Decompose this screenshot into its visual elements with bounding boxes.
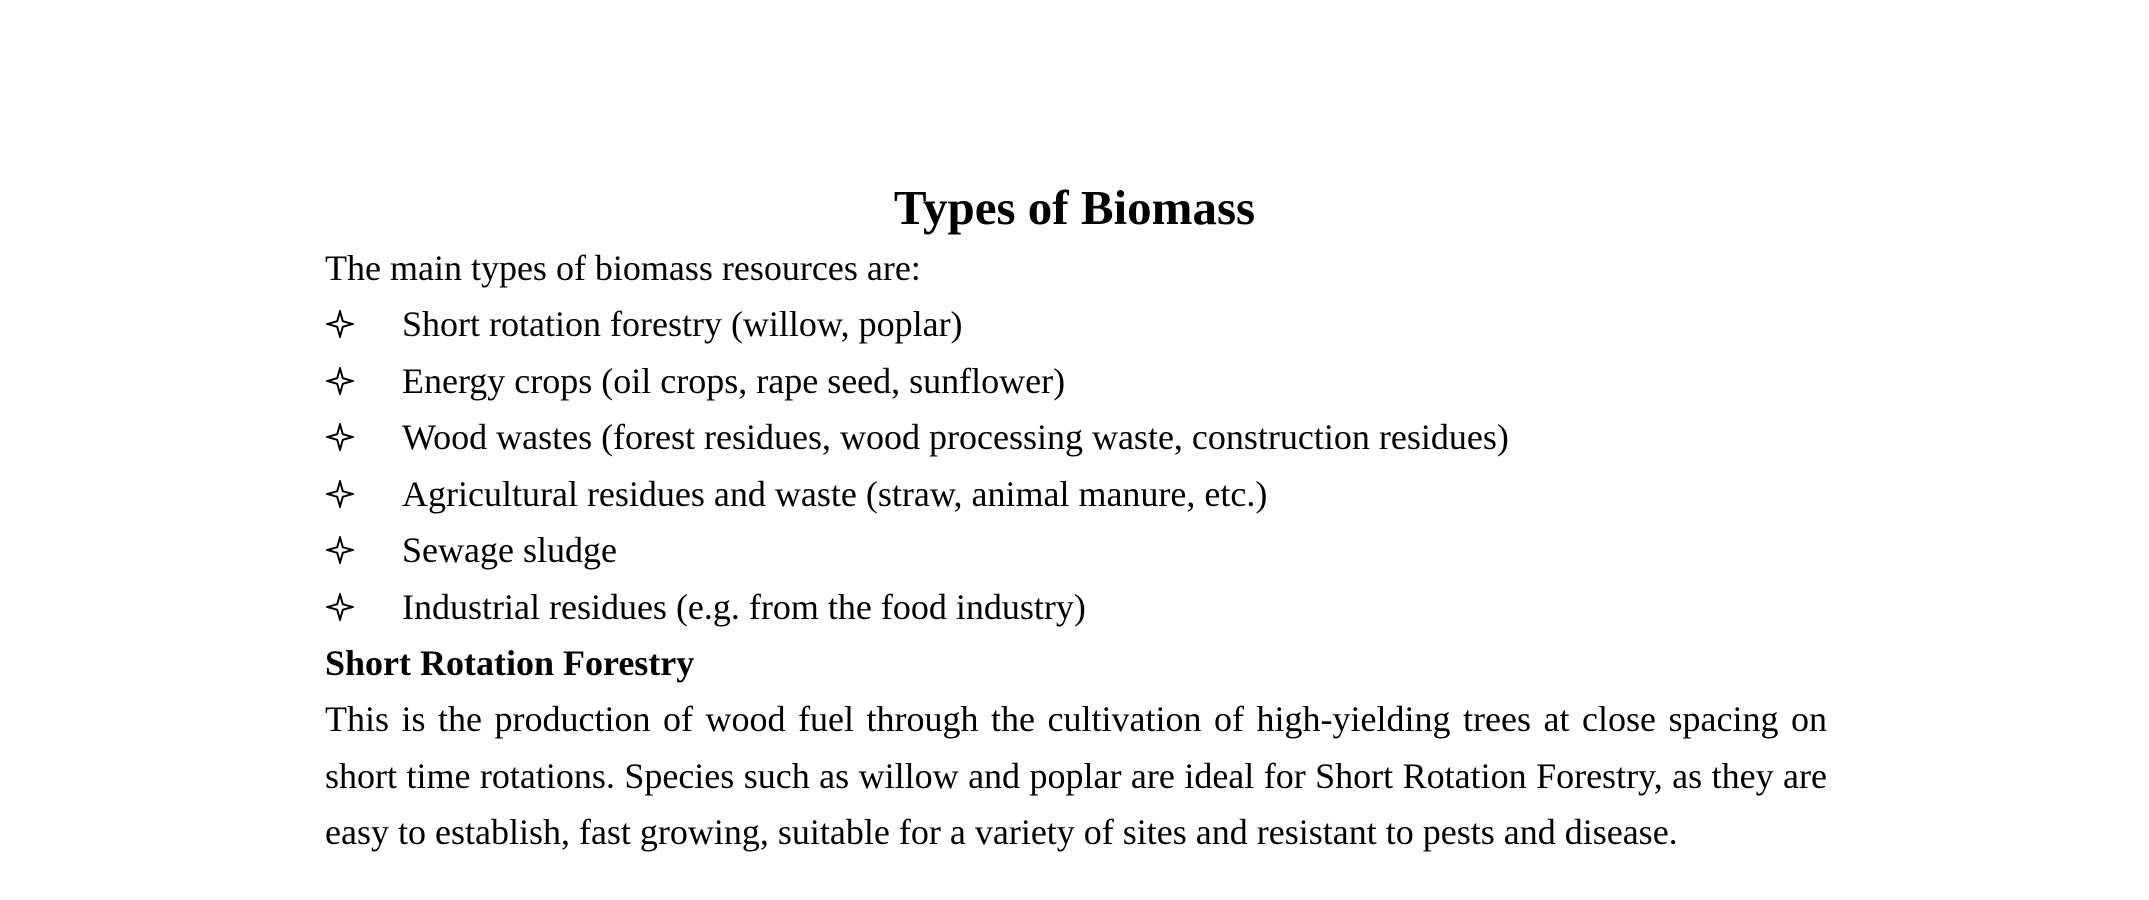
list-item-text: Sewage sludge: [402, 530, 617, 570]
intro-text: The main types of biomass resources are:: [325, 248, 921, 288]
four-point-star-outline-icon: [325, 353, 355, 410]
list-item-text: Short rotation forestry (willow, poplar): [402, 304, 963, 344]
section-paragraph: This is the production of wood fuel through the cultivation of high-yielding trees at close spacing on short time rotations. Species such as willow and poplar are ideal for Short Rotation Forestry, as they are easy to establish, fast growing, suitable for a variety of sites and resistant to pests and disease.: [325, 699, 1827, 852]
list-item: [325, 353, 1827, 410]
list-item-text: Agricultural residues and waste (straw, animal manure, etc.): [402, 473, 1268, 514]
list-item: [325, 296, 1827, 353]
list-item: [325, 409, 1827, 466]
four-point-star-outline-icon: [325, 296, 355, 353]
four-point-star-outline-icon: [325, 522, 355, 579]
four-point-star-outline-icon: [325, 409, 355, 466]
document-body: [325, 240, 1827, 861]
biomass-types-list: [325, 296, 1827, 635]
list-item-text: Wood wastes (forest residues, wood processing waste, construction residues): [402, 417, 1509, 457]
four-point-star-outline-icon: [325, 579, 355, 636]
list-item: [325, 522, 1827, 579]
list-item: [325, 466, 1827, 523]
section-heading: Short Rotation Forestry: [325, 643, 695, 683]
list-item-text: Energy crops (oil crops, rape seed, sunflower): [402, 360, 1066, 401]
four-point-star-outline-icon: [325, 466, 355, 523]
list-item-text: Industrial residues (e.g. from the food industry): [402, 586, 1086, 627]
list-item: [325, 579, 1827, 636]
page-title: Types of Biomass: [893, 180, 1256, 235]
